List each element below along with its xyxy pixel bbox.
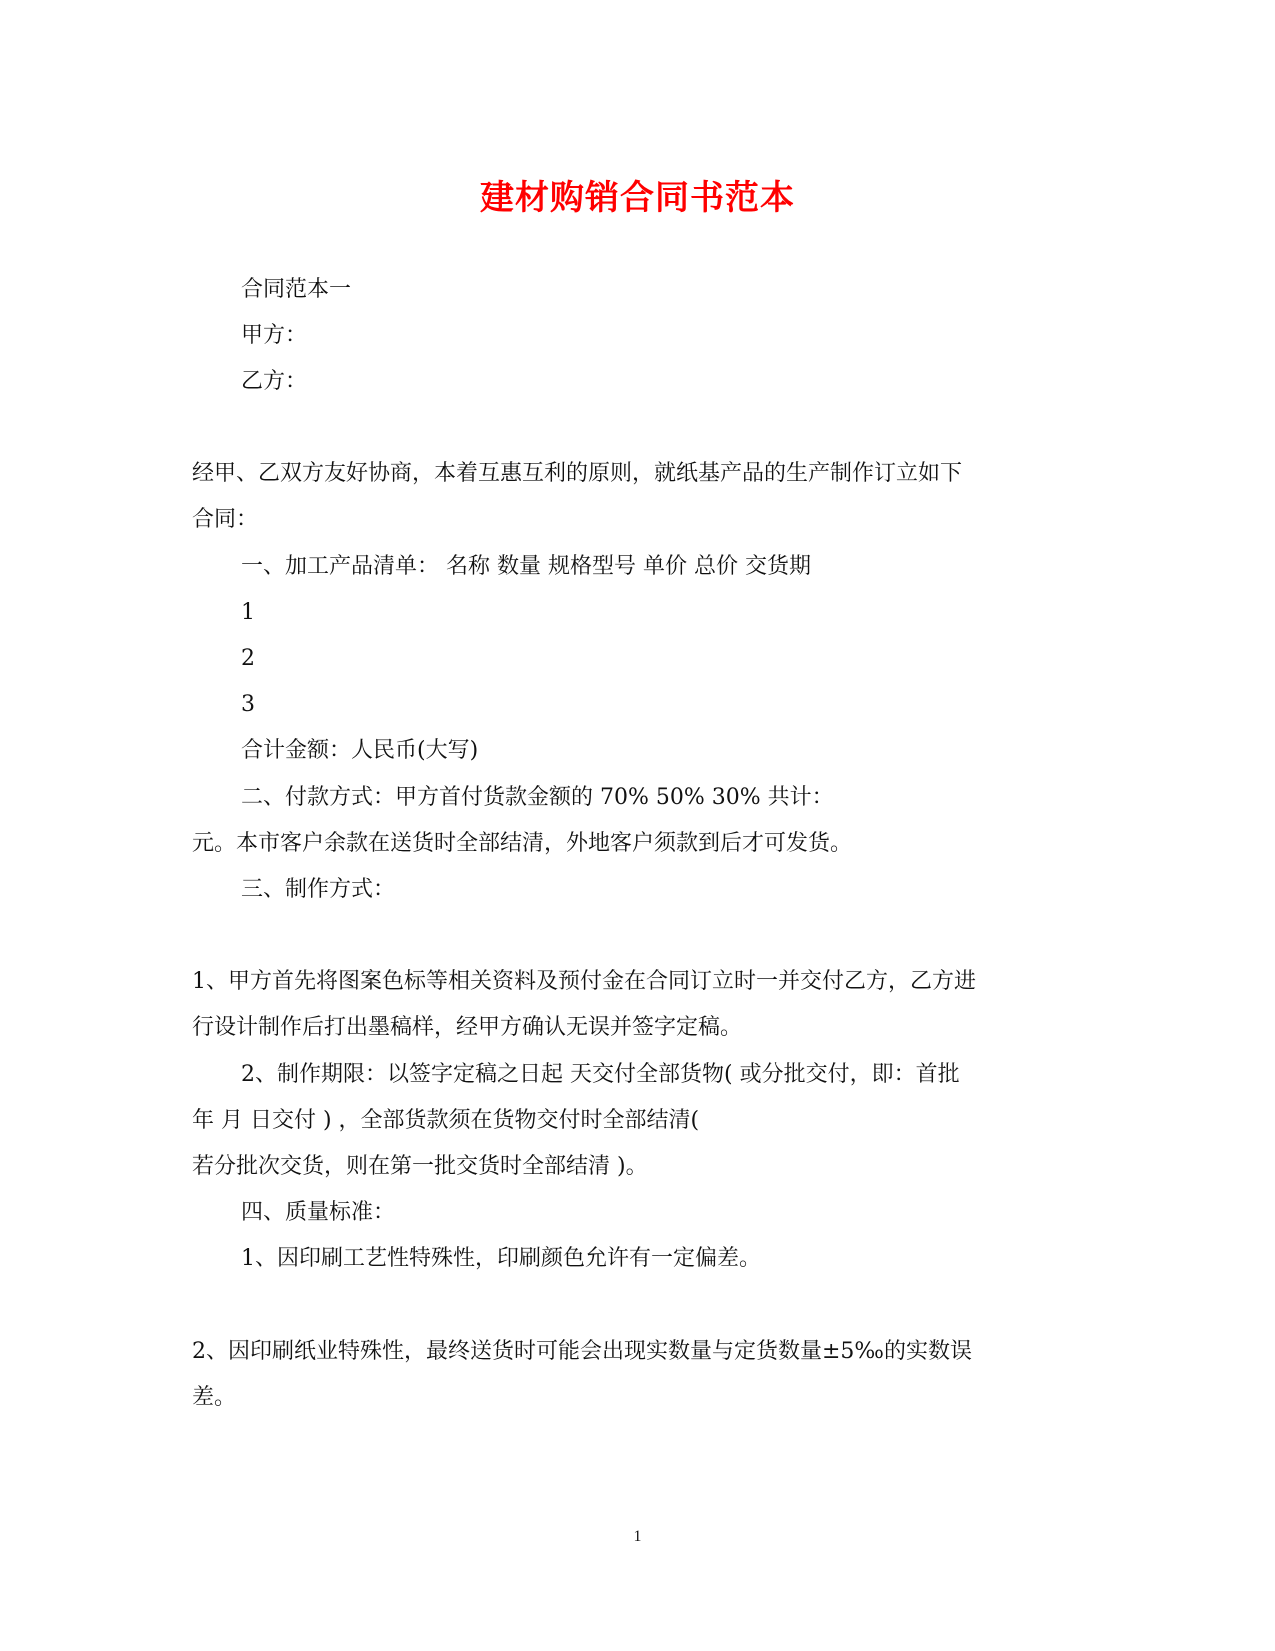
product-row-number: 2: [241, 646, 255, 671]
intro-paragraph-line-1: 经甲、乙双方友好协商，本着互惠互利的原则，就纸基产品的生产制作订立如下: [192, 461, 963, 486]
product-list-header: 一、加工产品清单： 名称 数量 规格型号 单价 总价 交货期: [241, 554, 811, 579]
production-clause-2-line-3: 若分批次交货，则在第一批交货时全部结清 )。: [192, 1154, 648, 1179]
product-row-number: 3: [241, 692, 255, 717]
quality-clause-2-line-2: 差。: [192, 1385, 237, 1410]
quality-standard-heading: 四、质量标准：: [241, 1200, 396, 1225]
intro-paragraph-line-2: 合同：: [192, 507, 259, 532]
production-clause-2-line-2: 年 月 日交付 ) ，全部货款须在货物交付时全部结清(: [192, 1108, 700, 1133]
page-number: 1: [633, 1528, 642, 1545]
document-title: 建材购销合同书范本: [480, 178, 795, 218]
production-method-heading: 三、制作方式：: [241, 877, 396, 902]
party-b-label: 乙方：: [241, 369, 308, 394]
quality-clause-2-line-1: 2、因印刷纸业特殊性，最终送货时可能会出现实数量与定货数量±5‰的实数误: [192, 1339, 972, 1364]
total-amount-line: 合计金额：人民币(大写): [241, 738, 479, 763]
production-clause-1-line-1: 1、甲方首先将图案色标等相关资料及预付金在合同订立时一并交付乙方，乙方进: [192, 969, 976, 994]
section-heading: 合同范本一: [241, 277, 352, 302]
payment-method-line-1: 二、付款方式：甲方首付货款金额的 70% 50% 30% 共计：: [241, 785, 834, 810]
quality-clause-1: 1、因印刷工艺性特殊性，印刷颜色允许有一定偏差。: [241, 1246, 761, 1271]
production-clause-1-line-2: 行设计制作后打出墨稿样，经甲方确认无误并签字定稿。: [192, 1015, 743, 1040]
production-clause-2-line-1: 2、制作期限：以签字定稿之日起 天交付全部货物( 或分批交付，即：首批: [241, 1062, 960, 1087]
product-row-number: 1: [241, 600, 255, 625]
payment-method-line-2: 元。本市客户余款在送货时全部结清，外地客户须款到后才可发货。: [192, 831, 853, 856]
party-a-label: 甲方：: [241, 323, 308, 348]
